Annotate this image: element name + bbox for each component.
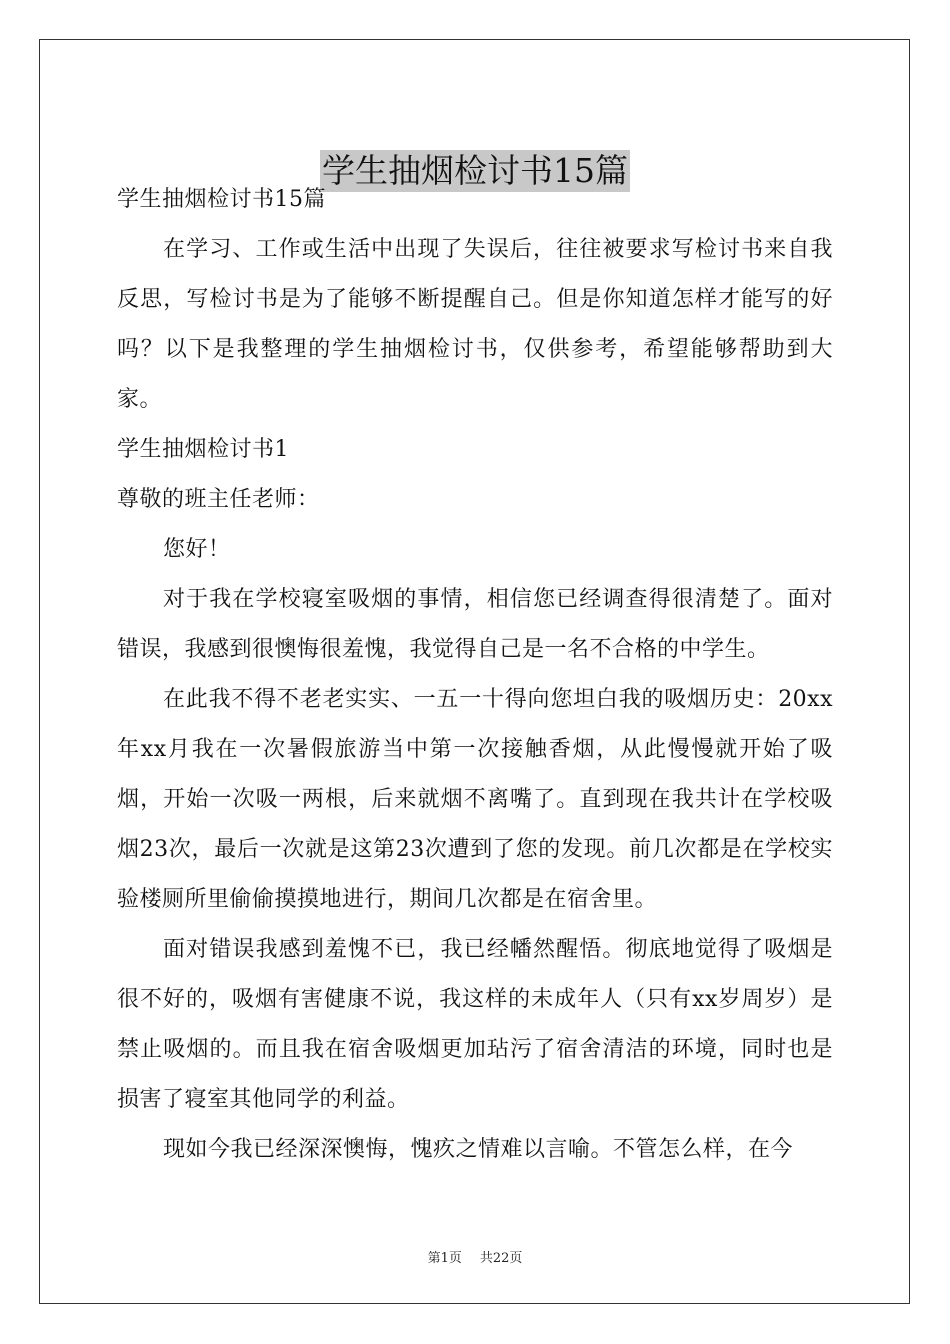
page-number: 第1页 bbox=[427, 1251, 462, 1266]
paragraph-body: 在此我不得不老老实实、一五一十得向您坦白我的吸烟历史：20xx年xx月我在一次暑假旅游当中第一次接触香烟，从此慢慢就开始了吸烟，开始一次吸一两根，后来就烟不离嘴了。直到现在我共计在学校吸烟23次，最后一次就是这第23次遭到了您的发现。前几次都是在学校实验楼厕所里偷偷摸摸地进行，期间几次都是在宿舍里。 bbox=[117, 687, 833, 912]
total-pages: 共22页 bbox=[479, 1251, 523, 1266]
paragraph-body: 面对错误我感到羞愧不已，我已经幡然醒悟。彻底地觉得了吸烟是很不好的，吸烟有害健康不说，我这样的未成年人（只有xx岁周岁）是禁止吸烟的。而且我在宿舍吸烟更加玷污了宿舍清洁的环境，同时也是损害了寝室其他同学的利益。 bbox=[117, 937, 833, 1112]
paragraph-intro: 在学习、工作或生活中出现了失误后，往往被要求写检讨书来自我反思，写检讨书是为了能够不断提醒自己。但是你知道怎样才能写的好吗？以下是我整理的学生抽烟检讨书，仅供参考，希望能够帮助到大家。 bbox=[117, 237, 833, 412]
paragraph-body: 对于我在学校寝室吸烟的事情，相信您已经调查得很清楚了。面对错误，我感到很懊悔很羞愧，我觉得自己是一名不合格的中学生。 bbox=[117, 587, 833, 662]
paragraph-body: 现如今我已经深深懊悔，愧疚之情难以言喻。不管怎么样，在今 bbox=[163, 1137, 794, 1162]
document-body bbox=[117, 175, 833, 1175]
document-title: 学生抽烟检讨书15篇 bbox=[322, 151, 628, 191]
paragraph-salutation: 尊敬的班主任老师： bbox=[117, 487, 320, 512]
paragraph-greeting: 您好！ bbox=[163, 537, 231, 562]
paragraph-section-title: 学生抽烟检讨书1 bbox=[117, 437, 289, 462]
paragraph-heading: 学生抽烟检讨书15篇 bbox=[117, 187, 326, 212]
page-footer bbox=[0, 1247, 950, 1266]
